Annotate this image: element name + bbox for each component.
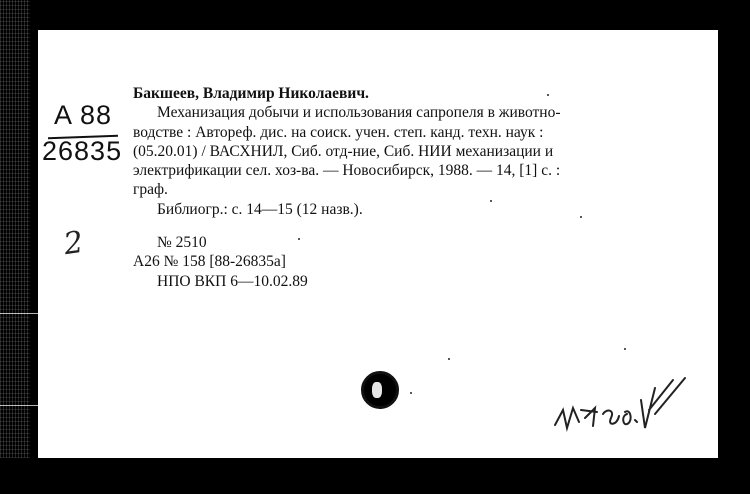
- scan-bottom-edge: [0, 458, 750, 494]
- speck: [547, 94, 549, 96]
- speck: [448, 358, 450, 360]
- record-bibliography: Библиогр.: с. 14—15 (12 назв.).: [157, 200, 363, 218]
- handwritten-mark: 2: [61, 224, 86, 263]
- speck: [624, 348, 626, 350]
- record-line: (05.20.01) / ВАСХНИЛ, Сиб. отд-ние, Сиб. НИИ механизации и: [133, 142, 554, 160]
- scan-right-edge: [718, 30, 750, 458]
- speck: [490, 200, 492, 202]
- record-line: Механизация добычи и использования сапропеля в животно-: [157, 104, 561, 122]
- speck: [580, 216, 582, 218]
- record-org: НПО ВКП 6—10.02.89: [157, 272, 308, 290]
- record-registry: А26 № 158 [88-26835а]: [133, 253, 286, 271]
- speck: [410, 392, 412, 394]
- catalog-record: [133, 84, 708, 291]
- record-number: № 2510: [157, 234, 207, 252]
- punch-hole: [361, 371, 399, 409]
- record-line: граф.: [133, 181, 168, 199]
- speck: [298, 238, 300, 240]
- record-line: водстве : Автореф. дис. на соиск. учен. степ. канд. техн. наук :: [133, 123, 544, 141]
- scan-left-edge: [0, 0, 38, 494]
- shelfmark-line2: 26835: [42, 136, 123, 166]
- edge-line: [0, 313, 38, 314]
- handwritten-signature: [545, 370, 695, 440]
- shelfmark-line1: A 88: [54, 100, 113, 130]
- record-line: электрификации сел. хоз-ва. — Новосибирск, 1988. — 14, [1] с. :: [133, 162, 561, 180]
- edge-line: [0, 405, 38, 406]
- record-author: Бакшеев, Владимир Николаевич.: [133, 85, 369, 102]
